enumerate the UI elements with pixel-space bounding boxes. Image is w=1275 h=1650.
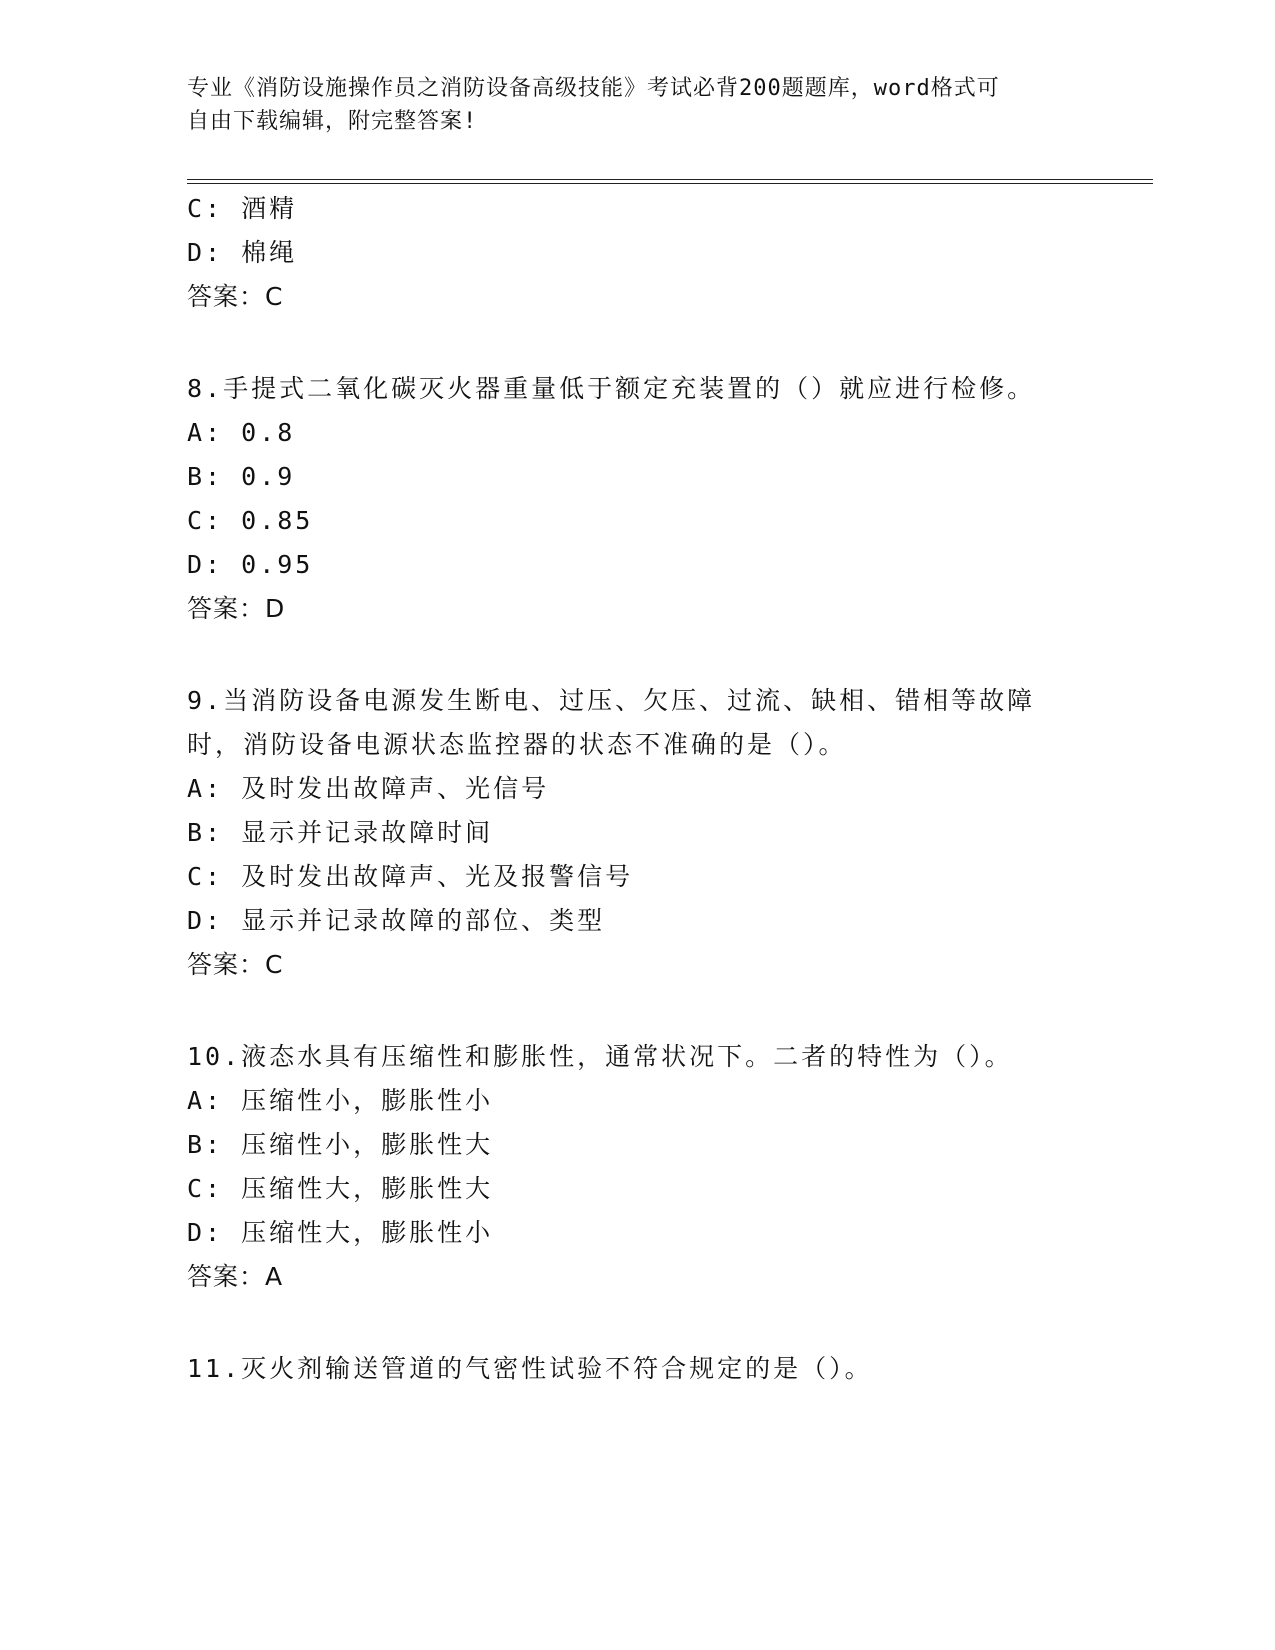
q8-option-a: A: 0.8 <box>187 418 296 447</box>
q10-option-b: B: 压缩性小，膨胀性大 <box>187 1130 494 1159</box>
q10-answer: 答案：A <box>187 1262 284 1291</box>
q9-option-a: A: 及时发出故障声、光信号 <box>187 774 550 803</box>
q10-option-a: A: 压缩性小，膨胀性小 <box>187 1086 494 1115</box>
header-divider-bottom <box>187 183 1153 184</box>
prev-option-d: D: 棉绳 <box>187 238 298 267</box>
q9-option-c: C: 及时发出故障声、光及报警信号 <box>187 862 634 891</box>
q9-stem-line-1: 9.当消防设备电源发生断电、过压、欠压、过流、缺相、错相等故障 <box>187 686 1036 715</box>
q9-option-b: B: 显示并记录故障时间 <box>187 818 494 847</box>
prev-answer: 答案：C <box>187 282 284 311</box>
q11-stem: 11.灭火剂输送管道的气密性试验不符合规定的是（）。 <box>187 1354 873 1383</box>
q8-answer: 答案：D <box>187 594 286 623</box>
header-line-1: 专业《消防设施操作员之消防设备高级技能》考试必背200题题库，word格式可 <box>187 76 1000 101</box>
q8-option-b: B: 0.9 <box>187 462 296 491</box>
prev-option-c: C: 酒精 <box>187 194 298 223</box>
document-header <box>187 72 1067 138</box>
q9-answer: 答案：C <box>187 950 284 979</box>
q9-stem-line-2: 时，消防设备电源状态监控器的状态不准确的是（）。 <box>187 730 847 759</box>
q8-option-d: D: 0.95 <box>187 550 314 579</box>
header-divider-top <box>187 179 1153 180</box>
q10-option-d: D: 压缩性大，膨胀性小 <box>187 1218 494 1247</box>
q8-stem: 8.手提式二氧化碳灭火器重量低于额定充装置的（）就应进行检修。 <box>187 374 1036 403</box>
q10-stem: 10.液态水具有压缩性和膨胀性，通常状况下。二者的特性为（）。 <box>187 1042 1013 1071</box>
header-line-2: 自由下载编辑，附完整答案! <box>187 109 478 134</box>
q10-option-c: C: 压缩性大，膨胀性大 <box>187 1174 494 1203</box>
q8-option-c: C: 0.85 <box>187 506 314 535</box>
q9-option-d: D: 显示并记录故障的部位、类型 <box>187 906 606 935</box>
